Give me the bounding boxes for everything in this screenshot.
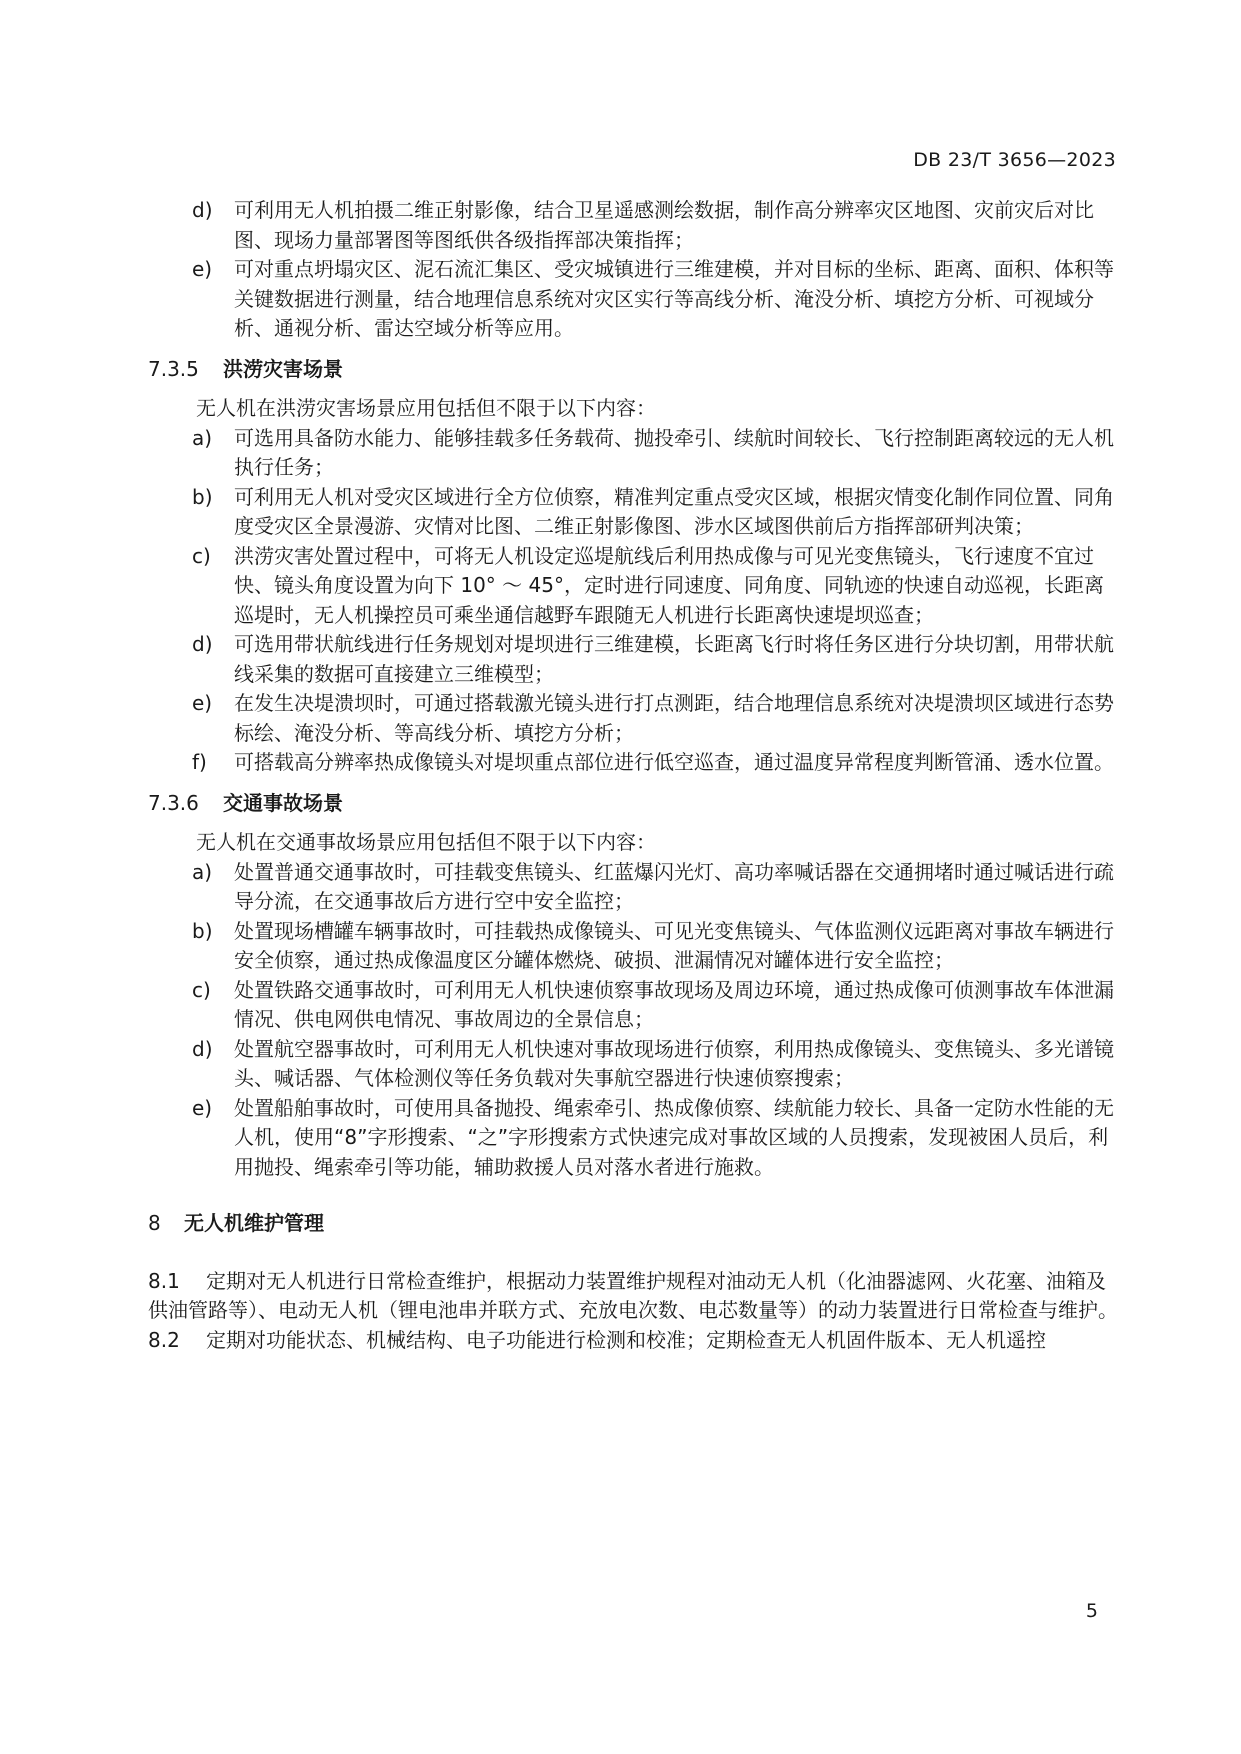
page-number: 5 xyxy=(1085,1600,1098,1622)
list-item xyxy=(148,689,1120,748)
section-heading-7-3-5 xyxy=(148,355,1120,385)
list-item-text: 洪涝灾害处置过程中，可将无人机设定巡堤航线后利用热成像与可见光变焦镜头，飞行速度不宜过快、镜头角度设置为向下 10° ～ 45°，定时进行同速度、同角度、同轨迹的快速自动巡视，长距离巡堤时，无人机操控员可乘坐通信越野车跟随无人机进行长距离快速堤坝巡查； xyxy=(234,543,1104,627)
list-item xyxy=(148,483,1120,542)
list-item-text: 可对重点坍塌灾区、泥石流汇集区、受灾城镇进行三维建模，并对目标的坐标、距离、面积、体积等关键数据进行测量，结合地理信息系统对灾区实行等高线分析、淹没分析、填挖方分析、可视域分析、通视分析、雷达空域分析等应用。 xyxy=(234,257,1114,340)
list-item xyxy=(148,1094,1120,1183)
list-item-text: 处置铁路交通事故时，可利用无人机快速侦察事故现场及周边环境，通过热成像可侦测事故车体泄漏情况、供电网供电情况、事故周边的全景信息； xyxy=(234,977,1114,1031)
list-item-text: 处置船舶事故时，可使用具备抛投、绳索牵引、热成像侦察、续航能力较长、具备一定防水性能的无人机，使用“8”字形搜索、“之”字形搜索方式快速完成对事故区域的人员搜索，发现被困人员后，利用抛投、绳索牵引等功能，辅助救援人员对落水者进行施救。 xyxy=(234,1095,1114,1179)
list-item xyxy=(148,255,1120,344)
list-item-text: 处置航空器事故时，可利用无人机快速对事故现场进行侦察，利用热成像镜头、变焦镜头、多光谱镜头、喊话器、气体检测仪等任务负载对失事航空器进行快速侦察搜索； xyxy=(234,1036,1114,1090)
list-item xyxy=(148,1035,1120,1094)
list-item xyxy=(148,748,1120,778)
list-item xyxy=(148,424,1120,483)
list-item-label: e) xyxy=(192,691,213,715)
list-item-label: c) xyxy=(192,977,211,1002)
list-item-label: e) xyxy=(192,1095,213,1120)
list-item-label: d) xyxy=(192,1036,213,1061)
list-item-label: e) xyxy=(192,257,213,281)
list-item-label: d) xyxy=(192,632,213,656)
section-title: 交通事故场景 xyxy=(223,790,343,815)
list-item-text: 可选用具备防水能力、能够挂载多任务载荷、抛投牵引、续航时间较长、飞行控制距离较远的无人机执行任务； xyxy=(234,425,1114,479)
clause-8-1 xyxy=(148,1267,1120,1326)
list-item xyxy=(148,917,1120,976)
list-item-text: 可利用无人机拍摄二维正射影像，结合卫星遥感测绘数据，制作高分辨率灾区地图、灾前灾后对比图、现场力量部署图等图纸供各级指挥部决策指挥； xyxy=(234,198,1094,252)
list-item-text: 可利用无人机对受灾区域进行全方位侦察，精准判定重点受灾区域，根据灾情变化制作同位置、同角度受灾区全景漫游、灾情对比图、二维正射影像图、涉水区域图供前后方指挥部研判决策； xyxy=(234,484,1114,538)
section-number: 7.3.6 xyxy=(148,790,199,815)
list-item-text: 可搭载高分辨率热成像镜头对堤坝重点部位进行低空巡查，通过温度异常程度判断管涌、透水位置。 xyxy=(234,750,1114,774)
list-item-label: d) xyxy=(192,198,213,222)
list-item-label: f) xyxy=(192,750,207,774)
list-item xyxy=(148,858,1120,917)
list-item xyxy=(148,976,1120,1035)
section-title: 洪涝灾害场景 xyxy=(223,356,343,381)
document-code: DB 23/T 3656—2023 xyxy=(913,149,1116,171)
clause-number: 8.2 xyxy=(148,1327,180,1352)
clause-number: 8.1 xyxy=(148,1268,180,1293)
list-item-label: c) xyxy=(192,543,211,568)
page-content xyxy=(148,196,1120,1355)
list-item xyxy=(148,196,1120,255)
list-item-label: a) xyxy=(192,859,213,884)
list-item-text: 在发生决堤溃坝时，可通过搭载激光镜头进行打点测距，结合地理信息系统对决堤溃坝区域进行态势标绘、淹没分析、等高线分析、填挖方分析； xyxy=(234,691,1114,745)
list-item xyxy=(148,630,1120,689)
list-item-text: 处置现场槽罐车辆事故时，可挂载热成像镜头、可见光变焦镜头、气体监测仪远距离对事故车辆进行安全侦察，通过热成像温度区分罐体燃烧、破损、泄漏情况对罐体进行安全监控； xyxy=(234,918,1114,972)
chapter-heading-8 xyxy=(148,1209,1120,1239)
clause-8-2 xyxy=(148,1326,1120,1356)
list-item-label: a) xyxy=(192,425,213,450)
list-item-label: b) xyxy=(192,484,213,509)
section-heading-7-3-6 xyxy=(148,789,1120,819)
list-item-label: b) xyxy=(192,918,213,943)
chapter-number: 8 xyxy=(148,1211,161,1235)
clause-text: 定期对无人机进行日常检查维护，根据动力装置维护规程对油动无人机（化油器滤网、火花塞、油箱及供油管路等）、电动无人机（锂电池串并联方式、充放电次数、电芯数量等）的动力装置进行日常检查与维护。 xyxy=(148,1268,1118,1322)
list-item-text: 处置普通交通事故时，可挂载变焦镜头、红蓝爆闪光灯、高功率喊话器在交通拥堵时通过喊话进行疏导分流，在交通事故后方进行空中安全监控； xyxy=(234,859,1114,913)
list-item-text: 可选用带状航线进行任务规划对堤坝进行三维建模，长距离飞行时将任务区进行分块切割，用带状航线采集的数据可直接建立三维模型； xyxy=(234,632,1114,686)
section-intro: 无人机在交通事故场景应用包括但不限于以下内容： xyxy=(196,830,656,854)
clause-text: 定期对功能状态、机械结构、电子功能进行检测和校准；定期检查无人机固件版本、无人机遥控 xyxy=(206,1327,1046,1352)
chapter-title: 无人机维护管理 xyxy=(184,1211,324,1235)
section-intro: 无人机在洪涝灾害场景应用包括但不限于以下内容： xyxy=(196,396,656,420)
section-number: 7.3.5 xyxy=(148,356,199,381)
list-item xyxy=(148,542,1120,631)
